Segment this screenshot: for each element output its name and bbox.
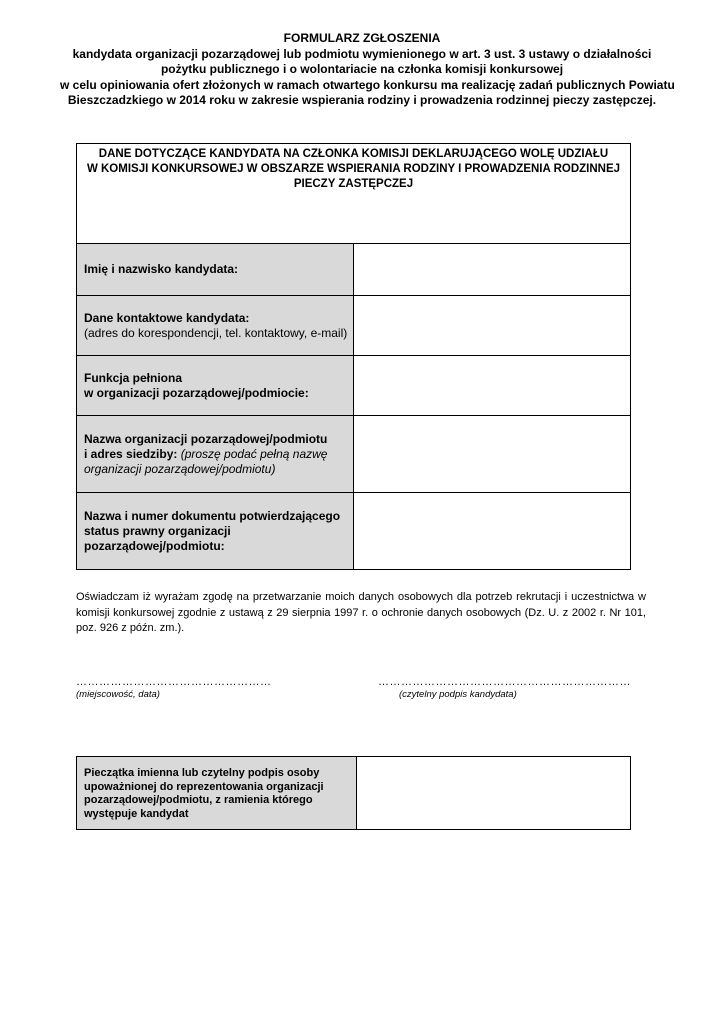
stamp-table: [76, 756, 631, 830]
header-line-4: Bieszczadzkiego w 2014 roku w zakresie wspierania rodziny i prowadzenia rodzinnej pieczy zastępczej.: [67, 93, 657, 108]
candidate-name-label: [77, 244, 354, 296]
stamp-label-line-4: występuje kandydat: [84, 807, 189, 820]
stamp-label-line-2: upoważnionej do reprezentowania organizacji: [84, 780, 324, 793]
candidate-name-field[interactable]: [354, 244, 631, 296]
header-line-2: pożytku publicznego i o wolontariacie na członka komisji konkursowej: [160, 62, 564, 77]
legal-document-field[interactable]: [354, 493, 631, 570]
function-label: [77, 356, 354, 416]
consent-declaration: Oświadczam iż wyrażam zgodę na przetwarzanie moich danych osobowych dla potrzeb rekrutacji i uczestnictwa w komisji konkursowej zgodnie z ustawą z 29 sierpnia 1997 r. o ochronie danych osobowych (Dz. U. z 2002 r. Nr 101, poz. 926 z późn. zm.).: [76, 591, 646, 634]
organization-field[interactable]: [354, 416, 631, 493]
stamp-label-line-3: pozarządowej/podmiotu, z ramienia którego: [84, 794, 313, 806]
function-label-line-1: Funkcja pełniona: [84, 370, 183, 385]
function-label-line-2: w organizacji pozarządowej/podmiocie:: [84, 385, 309, 400]
stamp-label-line-1: Pieczątka imienna lub czytelny podpis osoby: [84, 767, 320, 779]
organization-label-line-2: i adres siedziby:: [84, 446, 178, 461]
section-title-line-2: W KOMISJI KONKURSOWEJ W OBSZARZE WSPIERANIA RODZINY I PROWADZENIA RODZINNEJ: [86, 163, 621, 175]
section-title-line-3: PIECZY ZASTĘPCZEJ: [293, 178, 414, 190]
legal-document-label-line-3: pozarządowej/podmiotu:: [84, 538, 225, 553]
candidate-name-label-text: Imię i nazwisko kandydata:: [84, 262, 239, 276]
organization-label: [77, 416, 354, 493]
organization-hint-1: (proszę podać pełną nazwę: [177, 446, 328, 461]
candidate-signature-line[interactable]: …………………………………………………………: [378, 676, 631, 688]
section-title-line-1: DANE DOTYCZĄCE KANDYDATA NA CZŁONKA KOMISJI DEKLARUJĄCEGO WOLĘ UDZIAŁU: [98, 148, 609, 160]
candidate-data-table: [76, 143, 631, 570]
candidate-signature-caption: (czytelny podpis kandydata): [399, 689, 517, 700]
place-date-caption: (miejscowość, data): [76, 689, 160, 700]
section-title: [77, 144, 631, 244]
document-header: [60, 31, 675, 109]
contact-label-text: Dane kontaktowe kandydata:: [84, 310, 250, 325]
stamp-label: [77, 757, 357, 830]
stamp-field[interactable]: [357, 757, 631, 830]
organization-label-line-1: Nazwa organizacji pozarządowej/podmiotu: [84, 431, 328, 446]
header-line-3: w celu opiniowania ofert złożonych w ramach otwartego konkursu ma realizację zadań publicznych Powiatu: [60, 77, 675, 92]
legal-document-label-line-1: Nazwa i numer dokumentu potwierdzającego: [84, 508, 341, 523]
legal-document-label-line-2: status prawny organizacji: [84, 523, 231, 538]
legal-document-label: [77, 493, 354, 570]
contact-hint: (adres do korespondencji, tel. kontaktowy, e-mail): [84, 325, 348, 340]
document-title: FORMULARZ ZGŁOSZENIA: [283, 31, 441, 45]
contact-field[interactable]: [354, 296, 631, 356]
organization-hint-2: organizacji pozarządowej/podmiotu): [84, 461, 276, 476]
function-field[interactable]: [354, 356, 631, 416]
header-line-1: kandydata organizacji pozarządowej lub podmiotu wymienionego w art. 3 ust. 3 ustawy o działalności: [72, 46, 652, 61]
contact-label: [77, 296, 354, 356]
place-date-line[interactable]: ……………………………………………: [76, 676, 272, 688]
